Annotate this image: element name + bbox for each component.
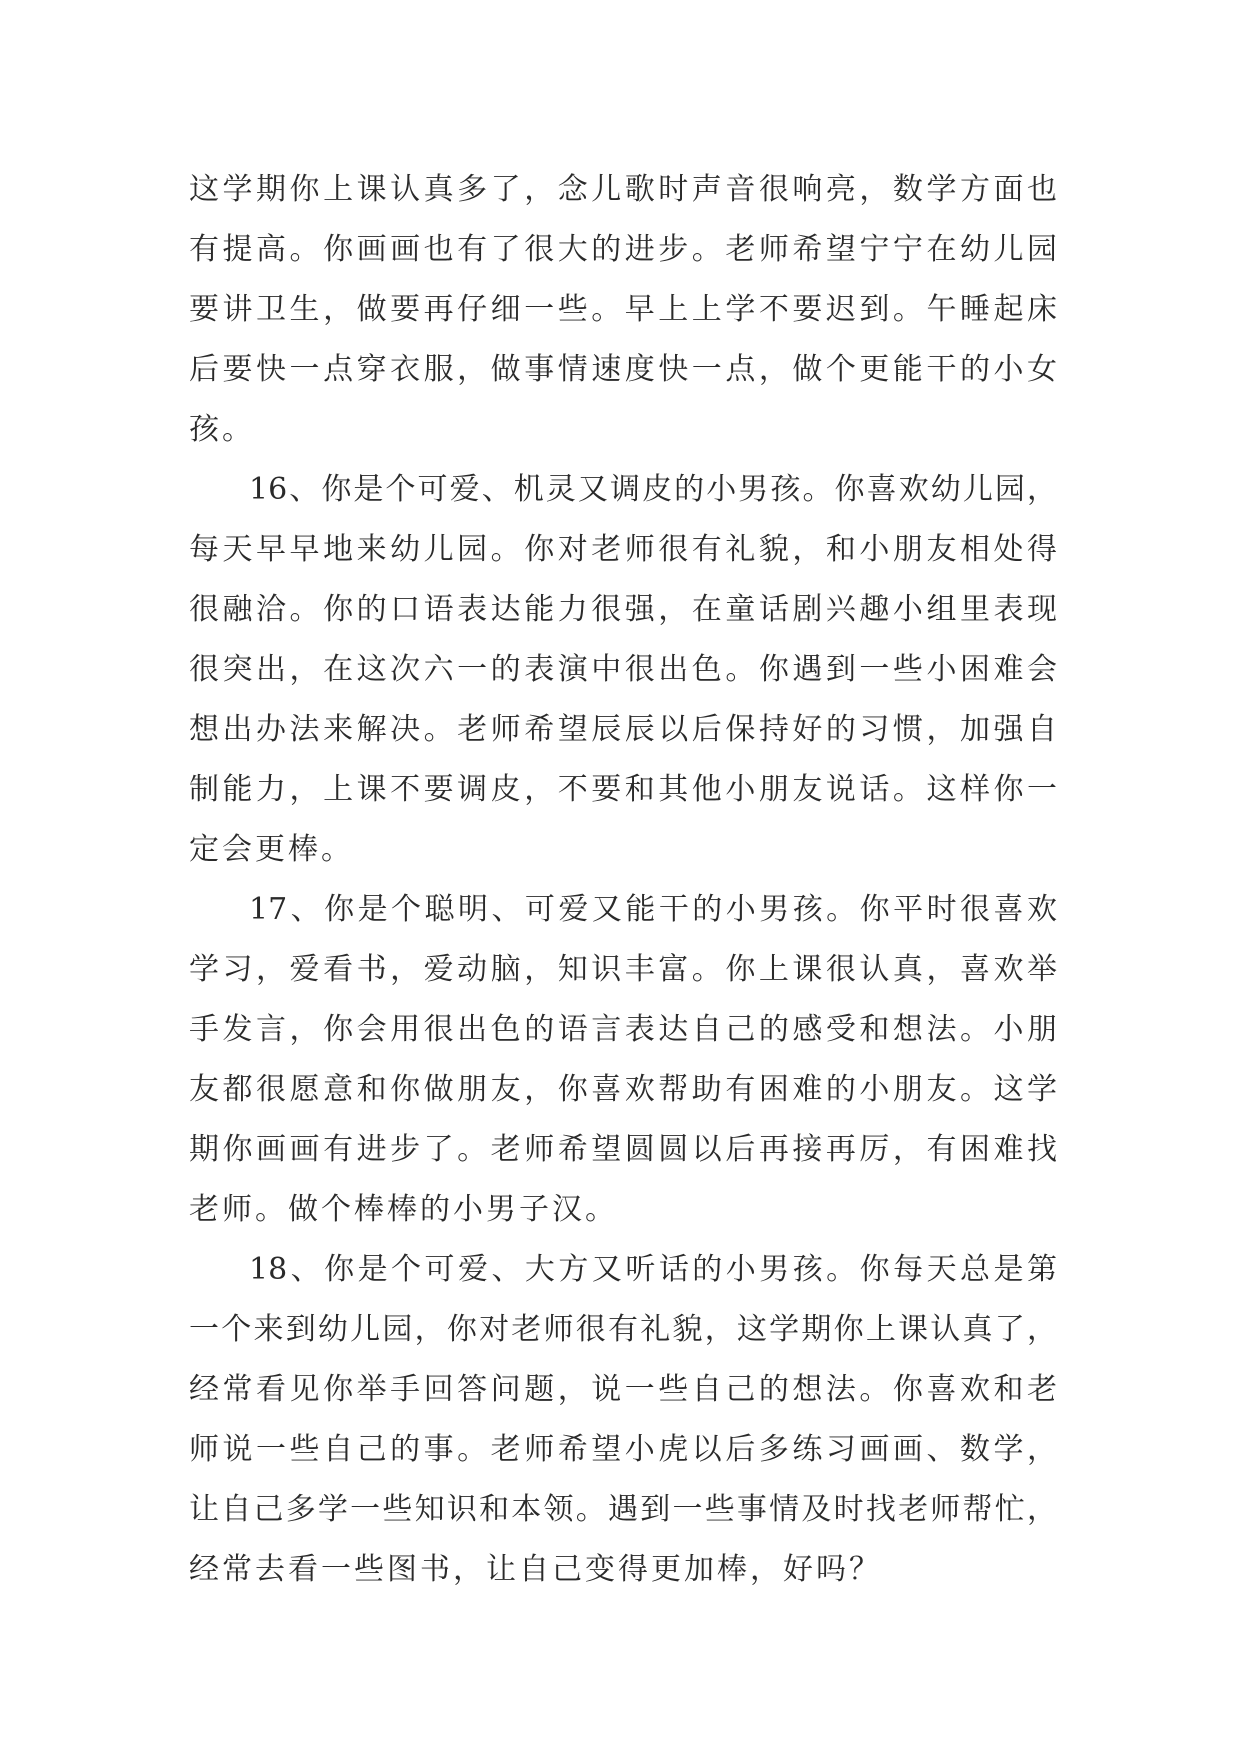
text-line: 有提高。你画画也有了很大的进步。老师希望宁宁在幼儿园 [189,232,1057,267]
text-line: 一个来到幼儿园，你对老师很有礼貌，这学期你上课认真了， [189,1312,1057,1347]
text-line: 很融洽。你的口语表达能力很强，在童话剧兴趣小组里表现 [189,592,1057,627]
text-line: 经常看见你举手回答问题，说一些自己的想法。你喜欢和老 [189,1372,1057,1407]
text-line: 后要快一点穿衣服，做事情速度快一点，做个更能干的小女 [189,352,1057,387]
paragraph-comment-18 [189,1240,1057,1600]
text-line: 手发言，你会用很出色的语言表达自己的感受和想法。小朋 [189,1012,1057,1047]
text-line: 友都很愿意和你做朋友，你喜欢帮助有困难的小朋友。这学 [189,1072,1057,1107]
text-line: 每天早早地来幼儿园。你对老师很有礼貌，和小朋友相处得 [189,532,1057,567]
text-line: 16、你是个可爱、机灵又调皮的小男孩。你喜欢幼儿园， [249,472,1057,507]
text-line: 制能力，上课不要调皮，不要和其他小朋友说话。这样你一 [189,772,1057,807]
text-line: 老师。做个棒棒的小男子汉。 [189,1192,618,1227]
paragraph-comment-15-continued [189,160,1057,460]
text-line: 18、你是个可爱、大方又听话的小男孩。你每天总是第 [249,1252,1057,1287]
text-line: 想出办法来解决。老师希望辰辰以后保持好的习惯，加强自 [189,712,1057,747]
document-body [189,160,1057,1600]
text-line: 经常去看一些图书，让自己变得更加棒，好吗？ [189,1552,882,1587]
text-line: 这学期你上课认真多了，念儿歌时声音很响亮，数学方面也 [189,172,1057,207]
text-line: 很突出，在这次六一的表演中很出色。你遇到一些小困难会 [189,652,1057,687]
text-line: 师说一些自己的事。老师希望小虎以后多练习画画、数学， [189,1432,1057,1467]
paragraph-comment-17 [189,880,1057,1240]
text-line: 期你画画有进步了。老师希望圆圆以后再接再厉，有困难找 [189,1132,1057,1167]
text-line: 让自己多学一些知识和本领。遇到一些事情及时找老师帮忙， [189,1492,1057,1527]
text-line: 要讲卫生，做要再仔细一些。早上上学不要迟到。午睡起床 [189,292,1057,327]
text-line: 学习，爱看书，爱动脑，知识丰富。你上课很认真，喜欢举 [189,952,1057,987]
paragraph-comment-16 [189,460,1057,880]
text-line: 孩。 [189,412,255,447]
text-line: 17、你是个聪明、可爱又能干的小男孩。你平时很喜欢 [249,892,1057,927]
text-line: 定会更棒。 [189,832,354,867]
